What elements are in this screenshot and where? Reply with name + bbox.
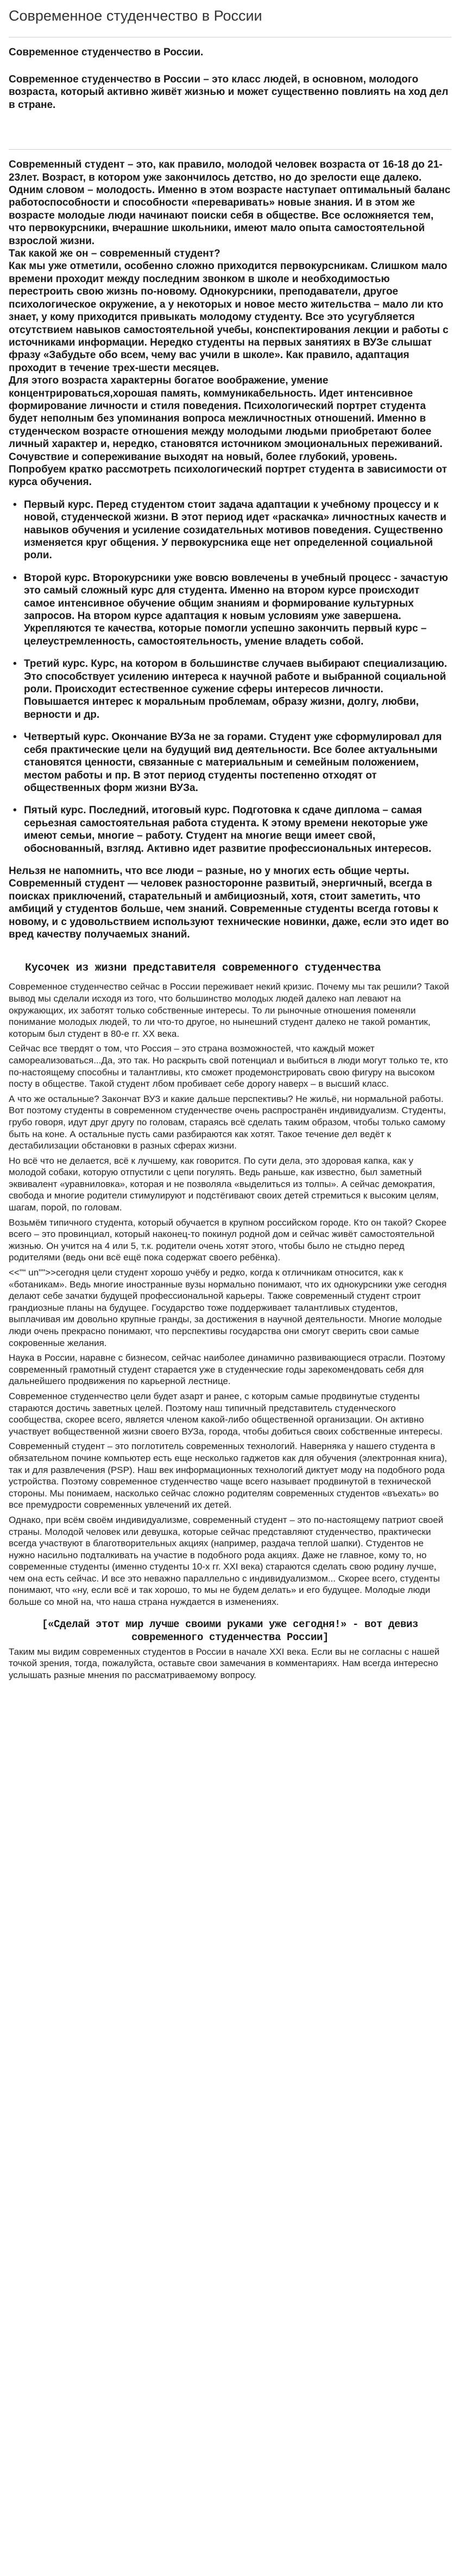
page-title: Современное студенчество в России [9,8,262,24]
article-paragraph: <<"“ un"">>сегодня цели студент хорошо учёбу и редко, когда к отличникам относится, как к «ботаникам». Ведь многие иностранные вузы нормально понимают, что их однокурсники уже сегодня делают себе зачатки будущей профессиональной карьеры. Также современный студент строит грандиозные планы на будущее. Государство тоже поддерживает талантливых студентов, выплачивая им довольно крупные гранды, за достижения в научной деятельности. Многие молодые люди очень прекрасно понимают, что перспективы государства они смогут сверить свои самые сокровенные желания. [9,1267,447,1348]
definition-paragraph: Современный студент – это, как правило, молодой человек возраста от 16-18 до 21-23лет. Возраст, в котором уже закончилось детство, но до зрелости еще далеко. Одним словом – молодость. Именно в этом возрасте наступает оптимальный баланс работоспособности и способности «переваривать» новые знания. И в этом же возрасте молодые люди начинают поиски себя в обществе. Все осложняется тем, что первокурсники, вчерашние школьники, имеют мало опыта самостоятельной взрослой жизни. [9,159,451,247]
article-paragraph: Возьмём типичного студента, который обучается в крупном российском городе. Кто он такой? Скорее всего – это провинциал, который наконец-то покинул родной дом и сейчас живёт самостоятельной жизнью. Он учится на 4 или 5, т.к. родители очень хотят этого, чтобы было не стыдно перед родителями (ведь они всё ещё пока содержат своего ребёнка). [9,1217,447,1263]
question-heading: Так какой же он – современный студент? [9,248,220,260]
article-paragraph: Современное студенчество цели будет азарт и ранее, с которым самые продвинутые студенты стараются достичь заветных целей. Поэтому наш типичный представитель студенческого сообщества, скорее всего, является членом какой-либо общественной организации. Он активно участвует вобщественной жизни своего ВУЗа, города, чтобы добиться своих собственные интересы. [9,1391,443,1437]
summary-paragraph-2: Современный студент — человек разносторонне развитый, энергичный, всегда в поисках приключений, старательный и амбициозный, хотя, стоит заметить, что амбиций у студентов больше, чем знаний. Современные студенты всегда готовы к новому, и с удовольствием используют технические новинки, даже, если это идет во вред качеству получаемых знаний. [9,878,449,940]
list-item: • Второй курс. Второкурсники уже вовсю вовлечены в учебный процесс - зачастую это самый сложный курс для студента. Именно на втором курсе происходит самое интенсивное обучение общим знаниям и формирование культурных запросов. На втором курсе адаптация к новым условиям уже завершена. Укрепляются те качества, которые помогли успешно закончить первый курс – целеустремленность, самостоятельность, умение владеть собой. [24,572,451,648]
question-paragraph-3: Попробуем кратко рассмотреть психологический портрет студента в зависимости от курса обучения. [9,463,447,488]
intro-heading: Современное студенчество в России. [9,47,204,58]
list-item: • Третий курс. Курс, на котором в большинстве случаев выбирают специализацию. Это способствует усилению интереса к научной работе и выбранной социальной роли. Происходит естественное сужение сферы интересов личности. Повышается интерес к моральным проблемам, образу жизни, долгу, любви, верности и др. [24,658,451,721]
article-body [9,981,451,1608]
intro-section [9,37,451,111]
list-item: • Пятый курс. Последний, итоговый курс. Подготовка к сдаче диплома – самая серьезная самостоятельная работа студента. К этому времени некоторые уже имеют семьи, многие – работу. Студент на многие вещи имеет свой, обоснованный, взгляд. Активно идет развитие профессиональных интересов. [24,804,451,855]
list-item: • Первый курс. Перед студентом стоит задача адаптации к учебному процессу и к новой, студенческой жизни. В этот период идет «раскачка» личностных качеств и навыков обучения и усиление созидательных мотивов поведения. Существенно изменяется круг общения. У первокурсника еще нет определенной социальной роли. [24,499,451,562]
final-section [9,1618,451,1681]
final-heading: [«Сделай этот мир лучше своими руками уже сегодня!» - вот девиз современного студенчества России] [41,1618,419,1643]
article-paragraph: А что же остальные? Закончат ВУЗ и какие дальше перспективы? Не жильё, ни нормальной работы. Вот поэтому студенты в современном студенчестве очень распространён индивидуализм. Студенты, грубо говоря, идут друг другу по головам, стараясь всё сделать таким образом, чтобы только самому быть на коне. А остальные пусть сами разбираются как хотят. Такое течение дел ведёт к дестабилизации обстановки в разных сферах жизни. [9,1093,446,1151]
article-paragraph: Но всё что не делается, всё к лучшему, как говорится. По сути дела, это здоровая капка, как у молодой собаки, которую отпустили с цепи погулять. Ведь раньше, как известно, был заметный эквивалент «уравниловка», которая и не позволяла «выделиться из толпы». А сейчас демократия, свобода и многие родители стимулируют и подстёгивают своих детей стремиться к высоким целям, шагам, порой, по головам. [9,1155,439,1213]
final-paragraph: Таким мы видим современных студентов в России в начале XXI века. Если вы не согласны с нашей точкой зрения, тогда, пожалуйста, оставьте свои замечания в комментариях. Нам всегда интересно услышать разные мнения по рассматриваемому вопросу. [9,1646,440,1680]
article-paragraph: Современный студент – это поглотитель современных технологий. Наверняка у нашего студента в обязательном почине компьютер есть еще несколько гаджетов как для обучения (электронная книга), так и для развлечения (PSP). Наш век информационных технологий диктует моду на подобного рода устройства. Поэтому современное студенчество чаще всего называет продвинутой в технической стороны. Мы понимаем, насколько сейчас сложно родителям современных студентов «въехать» во все премудрости современных увлечений их детей. [9,1441,448,1510]
summary-section [9,865,451,941]
article-paragraph: Однако, при всём своём индивидуализме, современный студент – это по-настоящему патриот своей страны. Молодой человек или девушка, которые сейчас представляют студенчество, практически всегда участвуют в благотворительных акциях (например, раздача теплой шапки). Студентов не нужно насильно подталкивать на участие в подобного рода акциях. Даже не главное, кому то, но современные студенты (именно студенты 10-х гг. XXI века) стараются сделать свою родину лучше, чем она есть сейчас. И все это неважно параллельно с индивидуализмом... Скорее всего, студенты понимают, что «ну, если всё и так хорошо, то мы не будем делать» и его будущее. Молодые люди больше со мной на, что наша страна нуждается в изменениях. [9,1514,444,1608]
definition-section [9,149,451,247]
list-item: • Четвертый курс. Окончание ВУЗа не за горами. Студент уже сформулировал для себя практические цели на будущий вид деятельности. Все более актуальными становятся ценности, связанные с материальным и семейным положением, местом работы и пр. В этот период студенты постепенно отходят от общественных форм жизни ВУЗа. [24,731,451,794]
question-paragraph: Как мы уже отметили, особенно сложно приходится первокурсникам. Слишком мало времени проходит между последним звонком в школе и необходимостью перестроить свою жизнь по-новому. Однокурсники, преподаватели, другое психологическое окружение, а у некоторых и новое место жительства – мало ли кто знает, у кому приходится привыкать молодому студенту. Все это усугубляется отсутствием навыков самостоятельной учебы, конспектирования лекции и работы с источниками информации. Нередко студенты на первых занятиях в ВУЗе слышат фразу «Забудьте обо всем, чему вас учили в школе». Как правило, адаптация проходит в течение трех-шести месяцев. [9,260,449,374]
article-heading: Кусочек из жизни представителя современного студенчества [25,962,381,975]
article-paragraph: Наука в России, наравне с бизнесом, сейчас наиболее динамично развивающиеся отрасли. Поэтому современный грамотный студент старается уже в студенческие годы зарекомендовать себя для дальнейшего продвижения по карьерной лестнице. [9,1353,445,1387]
courses-list [9,499,451,855]
question-paragraph-2: Для этого возраста характерны богатое воображение, умение концентрироваться,хорошая память, коммуникабельность. Идет интенсивное формирование личности и стиля поведения. Психологический портрет студента будет неполным без упоминания вопроса межличностных отношений. Именно в студенческом возрасте отношения между молодыми людьми приобретают более личный характер и, нередко, становятся источником эмоциональных переживаний. Сочувствие и сопереживание выходят на новый, более глубокий, уровень. [9,375,443,463]
article-paragraph: Сейчас все твердят о том, что Россия – это страна возможностей, что каждый может самореализоваться...Да, это так. Но раскрыть свой потенциал и выбиться в люди могут только те, кто по-настоящему способны и талантливы, кто сможет продемонстрировать свою фигуру на высоком посту в обществе. Такой студент лбом пробивает себе дорогу наверх – в высший класс. [9,1043,448,1089]
article-section [9,961,451,1608]
question-section [9,247,451,489]
article-paragraph: Современное студенчество сейчас в России переживает некий кризис. Почему мы так решили? Такой вывод мы сделали исходя из того, что большинство молодых людей далеко нап левают на окружающих, их заботят только собственные интересы. То ли рыночные отношения поменяли понимание молодых людей, то ли что-то другое, но нынешний студент далеко не такой романтик, которым был студент в 80-е гг. XX века. [9,981,449,1039]
intro-paragraph: Современное студенчество в России – это класс людей, в основном, молодого возраста, который активно живёт жизнью и может существенно повлиять на ход дел в стране. [9,74,449,111]
summary-paragraph: Нельзя не напомнить, что все люди – разные, но у многих есть общие черты. [9,865,409,877]
